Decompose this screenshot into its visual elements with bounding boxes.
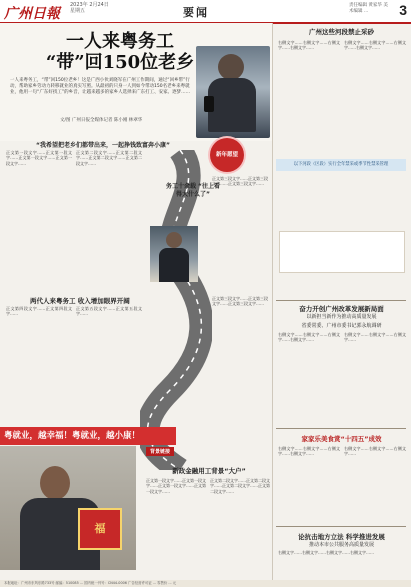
table-box (279, 231, 405, 273)
sub-heading-3: 务工十余载 “往上看得大什么了” (165, 183, 221, 198)
person-body (159, 248, 189, 282)
lead-headline[interactable] (40, 31, 200, 73)
newspaper-logo: 广州日報 (4, 6, 60, 22)
headline-line-1: 一人来粤务工 (66, 31, 174, 52)
bottom-column-1: 正文第一段文字……正文第一段文字……正文第一段文字……正文第一段文字…… (146, 478, 206, 494)
column-2: 正文第二段文字……正文第二段文字……正文第二段文字……正文第二段文字…… (76, 150, 142, 166)
phone-icon (204, 96, 214, 112)
right-title-5-sub: 推动本市公共服务高质量发展 (308, 542, 374, 548)
right-title-4[interactable]: 家家乐美食赏“十四五”成效 (301, 435, 382, 443)
byline: 文/图 广州日报全媒体记者 陈小刚 林翠华 (60, 118, 143, 123)
column-5: 正文第五段文字……正文第五段文字…… (76, 306, 142, 317)
column-4: 正文第四段文字……正文第四段文字…… (6, 306, 72, 317)
person-body (208, 78, 256, 132)
person-head (166, 232, 182, 248)
person-head (218, 54, 244, 80)
lead-photo (196, 46, 270, 138)
worker-photo (150, 226, 198, 282)
sub-heading-2: 两代人来粤务工 收入增加眼界开阔 (30, 297, 130, 305)
right-text-4: 右侧文字……右侧文字……右侧文字……右侧文字…… (278, 550, 374, 555)
person-head (40, 466, 70, 500)
masthead (0, 0, 411, 24)
editors-line: 责任编辑 黄家华 美术编辑 ... (349, 3, 388, 14)
quote-heading: “我希望把老乡们都带出来，一起挣钱致富奔小康” (36, 142, 170, 149)
right-divider-3 (276, 526, 406, 527)
column-1: 正文第一段文字……正文第一段文字……正文第一段文字……正文第一段文字…… (6, 150, 72, 166)
bottom-column-2: 正文第二段文字……正文第二段文字……正文第二段文字……正文第二段文字…… (210, 478, 270, 494)
right-title-2-sub: 以新担当新作为推动高质量发展 (306, 314, 377, 320)
headline-line-2: “带”回150位老乡 (45, 52, 195, 73)
slogan-banner: 粤就业，越幸福！粤就业，越小康！ (0, 427, 176, 445)
new-year-wish-badge: 新年愿望 (210, 138, 244, 172)
right-title-3: 省委常委、广州市委书记郭永航调研 (301, 323, 382, 329)
right-text-1a: 右侧文字……右侧文字……右侧文字……右侧文字…… (278, 40, 340, 51)
right-text-1b: 右侧文字……右侧文字……右侧文字……右侧文字…… (344, 40, 406, 51)
page-number: 3 (399, 2, 407, 18)
right-divider-2 (276, 428, 406, 429)
date-line: 2023年 2月24日 星期五 (70, 2, 109, 14)
right-title-2[interactable]: 奋力开创广州改革发展新局面 (299, 305, 384, 313)
column-3: 正文第三段文字……正文第三段文字……正文第三段文字…… (212, 176, 268, 187)
lead-summary: 一人来粤务工，“带”回150位老乡！这是广西小伙刘晓军在广州工作期间，通过“回乡带”行动，帮助家乡劳动力转移就业的真实写照。从最初的只身一人到如今带动150名老乡来粤就业，他用一句“广东好找工”的乡音，让越来越多的家乡人选择来广东打工、安家、逐梦…… (10, 78, 191, 95)
right-text-2a: 右侧文字……右侧文字……右侧文字……右侧文字…… (278, 332, 340, 343)
right-title-5[interactable]: 论抗击地方立法 科学推进发展 (298, 533, 385, 541)
column-6: 正文第三段文字……正文第三段文字……正文第三段文字…… (212, 296, 268, 307)
bottom-photo (0, 446, 136, 570)
background-link-label: 背景链接 (146, 447, 174, 456)
bottom-article-title[interactable]: 新政金融用工背景“大户” (172, 467, 246, 475)
right-title-1[interactable]: 广州这些河段禁止采砂 (309, 28, 374, 36)
section-title: 要闻 (183, 6, 209, 19)
notice-box: 以下河段（区段）实行全年禁采或季节性禁采管理 (276, 159, 406, 171)
right-text-3a: 右侧文字……右侧文字……右侧文字……右侧文字…… (278, 446, 340, 457)
right-text-3b: 右侧文字……右侧文字……右侧文字…… (344, 446, 406, 457)
fu-sign: 福 (78, 508, 122, 550)
right-text-2b: 右侧文字……右侧文字……右侧文字…… (344, 332, 406, 343)
footer-line: 本报地址：广州市东风东路733号 邮编：510085 ... 国内统一刊号：CN44-0006 广告经营许可证 ... 零售价 ... 元 (0, 580, 411, 587)
right-divider-1 (276, 300, 406, 301)
